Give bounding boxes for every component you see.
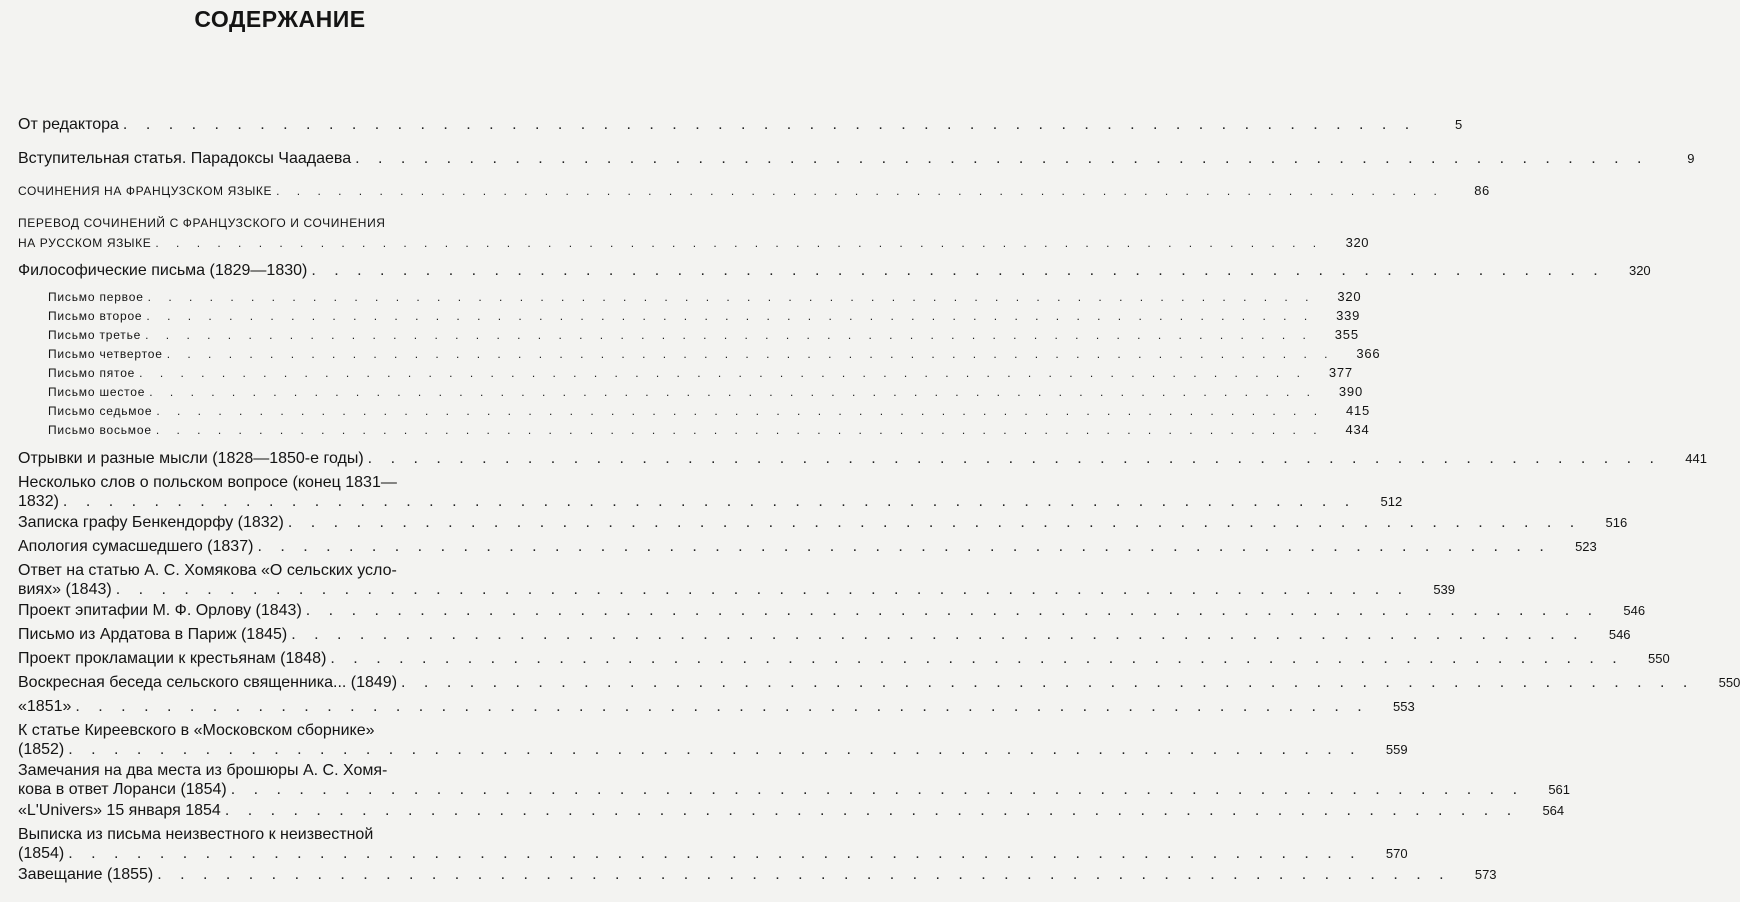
contents-heading: СОДЕРЖАНИЕ — [194, 6, 366, 32]
toc-entry-title: Проект эпитафии М. Ф. Орлову (1843) — [18, 602, 302, 619]
dot-leader — [311, 262, 1604, 280]
toc-entry — [18, 116, 1463, 135]
dot-leader — [167, 347, 1335, 361]
page-number: 441 — [1685, 451, 1707, 466]
toc-entry-title: Замечания на два места из брошюры А. С. Хомя- — [18, 762, 388, 779]
page-number: 320 — [1345, 235, 1370, 250]
page-number: 550 — [1648, 651, 1670, 666]
page-number: 561 — [1548, 782, 1571, 797]
toc-entry — [18, 698, 1415, 717]
page-number: 415 — [1345, 403, 1371, 418]
toc-entry — [18, 538, 1597, 557]
toc-entry — [18, 384, 1363, 403]
toc-entry-title: Завещание (1855) — [18, 866, 154, 883]
toc-entry-title: Письмо шестое — [48, 385, 146, 399]
page-number: 390 — [1338, 384, 1363, 399]
toc-entry — [18, 866, 1497, 885]
toc-entry-title: Письмо пятое — [48, 366, 136, 380]
toc-entry — [18, 474, 1403, 512]
dot-leader — [355, 150, 1648, 168]
page-number: 570 — [1385, 846, 1408, 861]
toc-entry — [18, 762, 1571, 800]
toc-entry — [18, 403, 1371, 422]
toc-entry-title: СОЧИНЕНИЯ НА ФРАНЦУЗСКОМ ЯЗЫКЕ — [18, 184, 273, 198]
toc-entry-title: (1854) — [18, 845, 65, 862]
toc-entry — [18, 262, 1651, 281]
toc-entry — [18, 602, 1646, 621]
dot-leader — [63, 493, 1356, 511]
page-number: 553 — [1393, 699, 1415, 714]
toc-entry-title: 1832) — [18, 493, 59, 510]
dot-leader — [148, 290, 1316, 304]
toc-entry — [18, 289, 1362, 308]
page-number: 546 — [1623, 603, 1646, 618]
toc-entry-title: ПЕРЕВОД СОЧИНЕНИЙ С ФРАНЦУЗСКОГО И СОЧИНЕНИЯ — [18, 216, 386, 230]
toc-entry-title: Письмо второе — [48, 309, 143, 323]
toc-entry — [18, 308, 1361, 327]
page-number: 539 — [1433, 582, 1456, 597]
toc-entry — [18, 422, 1370, 441]
toc-entry-title: Отрывки и разные мысли (1828—1850-е годы) — [18, 450, 364, 467]
page-number: 550 — [1718, 675, 1740, 690]
page-number: 573 — [1474, 867, 1497, 882]
toc-entry-title: К статье Киреевского в «Московском сборнике» — [18, 722, 375, 739]
toc-entry-title: «1851» — [18, 698, 72, 715]
dot-leader — [139, 366, 1307, 380]
dot-leader — [145, 328, 1313, 342]
dot-leader — [291, 626, 1584, 644]
toc-entry-title: Апология сумасшедшего (1837) — [18, 538, 254, 555]
toc-entry — [18, 150, 1695, 169]
toc-entry-title: Письмо третье — [48, 328, 142, 342]
page-number: 339 — [1336, 308, 1361, 323]
toc-entry-title: От редактора — [18, 116, 119, 133]
page-number: 523 — [1575, 539, 1597, 554]
toc-entry — [18, 216, 1370, 254]
toc-entry-title: Воскресная беседа сельского священника... (1849) — [18, 674, 398, 691]
toc-entry-title: Выписка из письма неизвестного к неизвестной — [18, 826, 374, 843]
toc-entry — [18, 514, 1628, 533]
dot-leader — [75, 698, 1368, 716]
dot-leader — [257, 538, 1550, 556]
dot-leader — [149, 385, 1317, 399]
toc-entry-title: Несколько слов о польском вопросе (конец 1831— — [18, 474, 397, 491]
toc-entry-title: НА РУССКОМ ЯЗЫКЕ — [18, 236, 152, 250]
dot-leader — [276, 184, 1444, 198]
dot-leader — [123, 116, 1416, 134]
page-number: 377 — [1328, 365, 1353, 380]
page-number: 512 — [1380, 494, 1403, 509]
dot-leader — [401, 674, 1694, 692]
dot-leader — [288, 514, 1581, 532]
dot-leader — [146, 309, 1314, 323]
dot-leader — [330, 650, 1623, 668]
toc-entry — [18, 626, 1631, 645]
dot-leader — [231, 781, 1524, 799]
dot-leader — [306, 602, 1599, 620]
toc-entry — [18, 802, 1565, 821]
toc-entry — [18, 722, 1408, 760]
page-number: 434 — [1345, 422, 1370, 437]
toc-entry — [18, 650, 1670, 669]
toc-entry-title: кова в ответ Лоранси (1854) — [18, 781, 227, 798]
dot-leader — [156, 404, 1324, 418]
dot-leader — [68, 741, 1361, 759]
toc-entry — [18, 183, 1490, 202]
page-number: 564 — [1542, 803, 1565, 818]
page-number: 355 — [1334, 327, 1359, 342]
toc-entry-title: Письмо восьмое — [48, 423, 152, 437]
dot-leader — [368, 450, 1661, 468]
page-number: 559 — [1385, 742, 1408, 757]
page-number: 546 — [1608, 627, 1631, 642]
page-number: 5 — [1455, 117, 1463, 132]
toc-entry — [18, 562, 1456, 600]
page-number: 366 — [1356, 346, 1381, 361]
toc-entry — [18, 450, 1707, 469]
dot-leader — [68, 845, 1361, 863]
toc-entry — [18, 346, 1381, 365]
toc-entry — [18, 327, 1359, 346]
page-number: 516 — [1605, 515, 1628, 530]
page-number: 320 — [1337, 289, 1362, 304]
toc-entry-title: Письмо первое — [48, 290, 144, 304]
toc-entry — [18, 826, 1408, 864]
toc-entry-title: Письмо из Ардатова в Париж (1845) — [18, 626, 288, 643]
toc-entry-title: Письмо седьмое — [48, 404, 153, 418]
toc-entry — [18, 674, 1740, 693]
page-number: 320 — [1628, 263, 1651, 278]
toc-entry-title: (1852) — [18, 741, 65, 758]
dot-leader — [225, 802, 1518, 820]
toc-entry-title: Проект прокламации к крестьянам (1848) — [18, 650, 327, 667]
toc-entry-title: Вступительная статья. Парадоксы Чаадаева — [18, 150, 352, 167]
toc-entry-title: Ответ на статью А. С. Хомякова «О сельских усло- — [18, 562, 397, 579]
toc-entry-title: виях» (1843) — [18, 581, 112, 598]
dot-leader — [156, 423, 1324, 437]
toc-entry-title: Философические письма (1829—1830) — [18, 262, 308, 279]
dot-leader — [116, 581, 1409, 599]
toc-entry-title: Записка графу Бенкендорфу (1832) — [18, 514, 284, 531]
page-number: 9 — [1687, 151, 1695, 166]
toc-entry-title: «L'Univers» 15 января 1854 — [18, 802, 221, 819]
dot-leader — [157, 866, 1450, 884]
page-number: 86 — [1474, 183, 1490, 198]
toc-entry-title: Письмо четвертое — [48, 347, 163, 361]
toc-entry — [18, 365, 1353, 384]
dot-leader — [155, 236, 1323, 250]
